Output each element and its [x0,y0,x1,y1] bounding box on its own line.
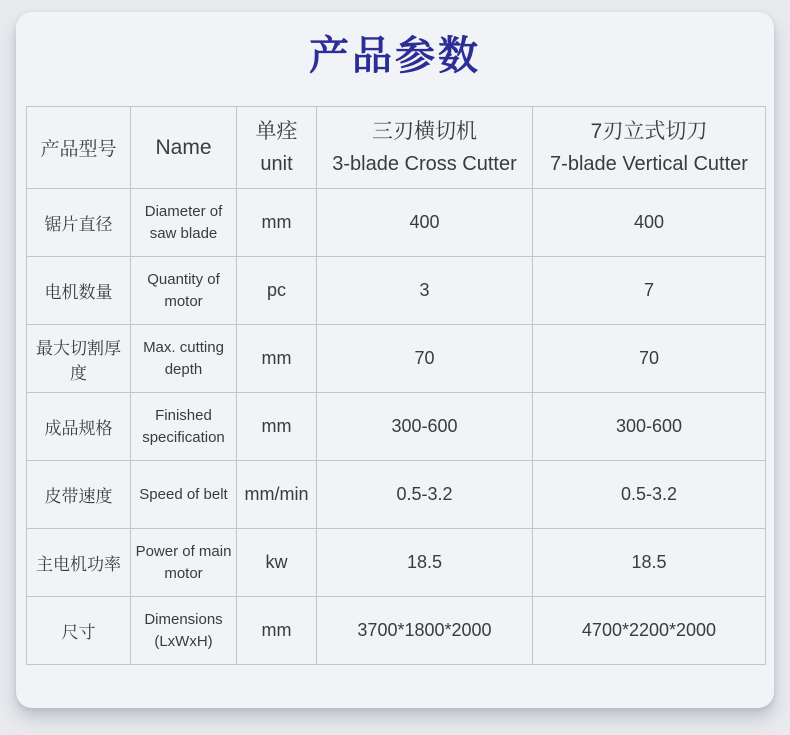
header-machine1-en: 3-blade Cross Cutter [332,152,517,175]
product-parameters-card [16,12,774,708]
row-label: 主电机功率 [27,529,131,597]
row-name: Quantity of motor [131,257,237,325]
table-row [27,257,766,325]
spec-table [26,106,766,665]
row-machine2-value: 4700*2200*2000 [533,597,766,665]
table-row [27,325,766,393]
row-machine2-value: 7 [533,257,766,325]
row-label: 成品规格 [27,393,131,461]
header-machine2-zh: 7刃立式切刀 [590,119,708,143]
row-name: Finished specification [131,393,237,461]
header-unit-zh: 单痊 [255,119,298,143]
row-unit: pc [237,257,317,325]
row-name: Power of main motor [131,529,237,597]
row-machine2-value: 70 [533,325,766,393]
row-machine1-value: 400 [317,189,533,257]
row-unit: mm [237,189,317,257]
header-unit-en: unit [260,152,293,175]
row-machine1-value: 3700*1800*2000 [317,597,533,665]
header-machine2-en: 7-blade Vertical Cutter [550,152,748,175]
table-row [27,597,766,665]
row-machine1-value: 18.5 [317,529,533,597]
row-unit: kw [237,529,317,597]
header-machine1-zh: 三刃横切机 [372,119,477,143]
row-name: Dimensions (LxWxH) [131,597,237,665]
table-header-row [27,107,766,189]
row-machine2-value: 300-600 [533,393,766,461]
row-unit: mm [237,325,317,393]
header-machine2 [533,107,766,189]
row-machine2-value: 18.5 [533,529,766,597]
row-machine2-value: 400 [533,189,766,257]
row-label: 尺寸 [27,597,131,665]
row-label: 最大切割厚度 [27,325,131,393]
table-row [27,529,766,597]
row-name: Max. cutting depth [131,325,237,393]
row-machine1-value: 300-600 [317,393,533,461]
header-product-model: 产品型号 [27,107,131,189]
header-machine1 [317,107,533,189]
row-machine2-value: 0.5-3.2 [533,461,766,529]
row-name: Speed of belt [131,461,237,529]
row-machine1-value: 3 [317,257,533,325]
row-unit: mm [237,597,317,665]
row-machine1-value: 0.5-3.2 [317,461,533,529]
table-row [27,461,766,529]
row-unit: mm [237,393,317,461]
row-label: 皮带速度 [27,461,131,529]
row-label: 电机数量 [27,257,131,325]
row-machine1-value: 70 [317,325,533,393]
table-row [27,189,766,257]
row-label: 锯片直径 [27,189,131,257]
table-row [27,393,766,461]
row-unit: mm/min [237,461,317,529]
page-title: 产品参数 [309,34,481,78]
header-unit [237,107,317,189]
header-name: Name [131,107,237,189]
row-name: Diameter of saw blade [131,189,237,257]
